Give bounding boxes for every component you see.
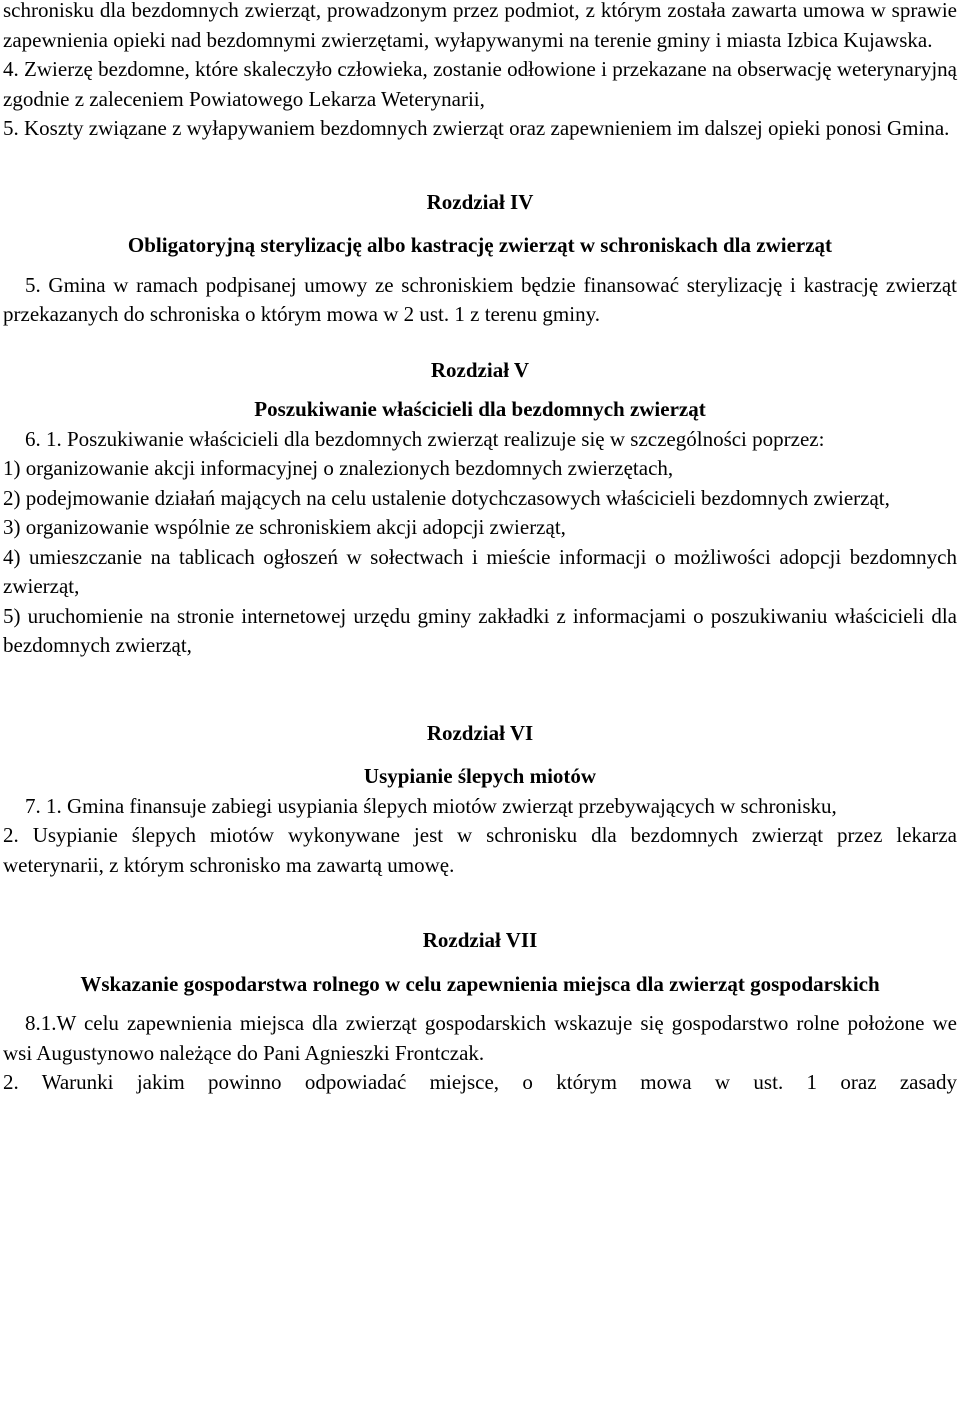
chapter-4-subtitle: Obligatoryjną sterylizację albo kastrację zwierząt w schroniskach dla zwierząt [127, 233, 833, 257]
document-page [3, 0, 957, 1098]
chapter-6-title: Rozdział VI [426, 720, 534, 745]
chapter-4-paragraph: 5. Gmina w ramach podpisanej umowy ze schroniskiem będzie finansować sterylizację i kastrację zwierząt przekazanych do schroniska o którym mowa w 2 ust. 1 z terenu gminy. [3, 272, 957, 326]
list-item: 4) umieszczanie na tablicach ogłoszeń w sołectwach i mieście informacji o możliwości adopcji bezdomnych zwierząt, [3, 544, 957, 598]
list-item: 3) organizowanie wspólnie ze schroniskiem akcji adopcji zwierząt, [3, 515, 566, 539]
chapter-6-paragraph-2: 2. Usypianie ślepych miotów wykonywane jest w schronisku dla bezdomnych zwierząt przez lekarza weterynarii, z którym schronisko ma zawartą umowę. [3, 823, 957, 877]
list-item: 1) organizowanie akcji informacyjnej o znalezionych bezdomnych zwierzętach, [3, 456, 674, 480]
chapter-6-subtitle: Usypianie ślepych miotów [363, 764, 597, 788]
chapter-7-paragraph-1: 8.1.W celu zapewnienia miejsca dla zwierząt gospodarskich wskazuje się gospodarstwo rolne położone we wsi Augustynowo należące do Pani Agnieszki Frontczak. [3, 1011, 957, 1065]
chapter-5-title: Rozdział V [430, 357, 530, 382]
chapter-4-title: Rozdział IV [426, 189, 534, 214]
chapter-5-paragraph: 6. 1. Poszukiwanie właścicieli dla bezdomnych zwierząt realizuje się w szczególności poprzez: [25, 426, 825, 451]
chapter-7-paragraph-2: 2. Warunki jakim powinno odpowiadać miejsce, o którym mowa w ust. 1 oraz zasady [3, 1070, 957, 1094]
chapter-7-subtitle: Wskazanie gospodarstwa rolnego w celu zapewnienia miejsca dla zwierząt gospodarskich [80, 971, 880, 996]
chapter-6-paragraph-1: 7. 1. Gmina finansuje zabiegi usypiania ślepych miotów zwierząt przebywających w schronisku, [25, 793, 837, 818]
paragraph-5: 5. Koszty związane z wyłapywaniem bezdomnych zwierząt oraz zapewnieniem im dalszej opieki ponosi Gmina. [3, 116, 950, 140]
paragraph-4: 4. Zwierzę bezdomne, które skaleczyło człowieka, zostanie odłowione i przekazane na obserwację weterynaryjną zgodnie z zaleceniem Powiatowego Lekarza Weterynarii, [3, 57, 957, 111]
chapter-7-title: Rozdział VII [422, 928, 538, 952]
list-item: 2) podejmowanie działań mających na celu ustalenie dotychczasowych właścicieli bezdomnych zwierząt, [3, 485, 890, 510]
list-item: 5) uruchomienie na stronie internetowej urzędu gminy zakładki z informacjami o poszukiwaniu właścicieli dla bezdomnych zwierząt, [3, 603, 957, 657]
chapter-5-subtitle: Poszukiwanie właścicieli dla bezdomnych zwierząt [254, 397, 706, 421]
paragraph-3-continuation: schronisku dla bezdomnych zwierząt, prowadzonym przez podmiot, z którym została zawarta umowa w sprawie zapewnienia opieki nad bezdomnymi zwierzętami, wyłapywanymi na terenie gminy i miasta Izbica Kujawska. [3, 0, 957, 52]
